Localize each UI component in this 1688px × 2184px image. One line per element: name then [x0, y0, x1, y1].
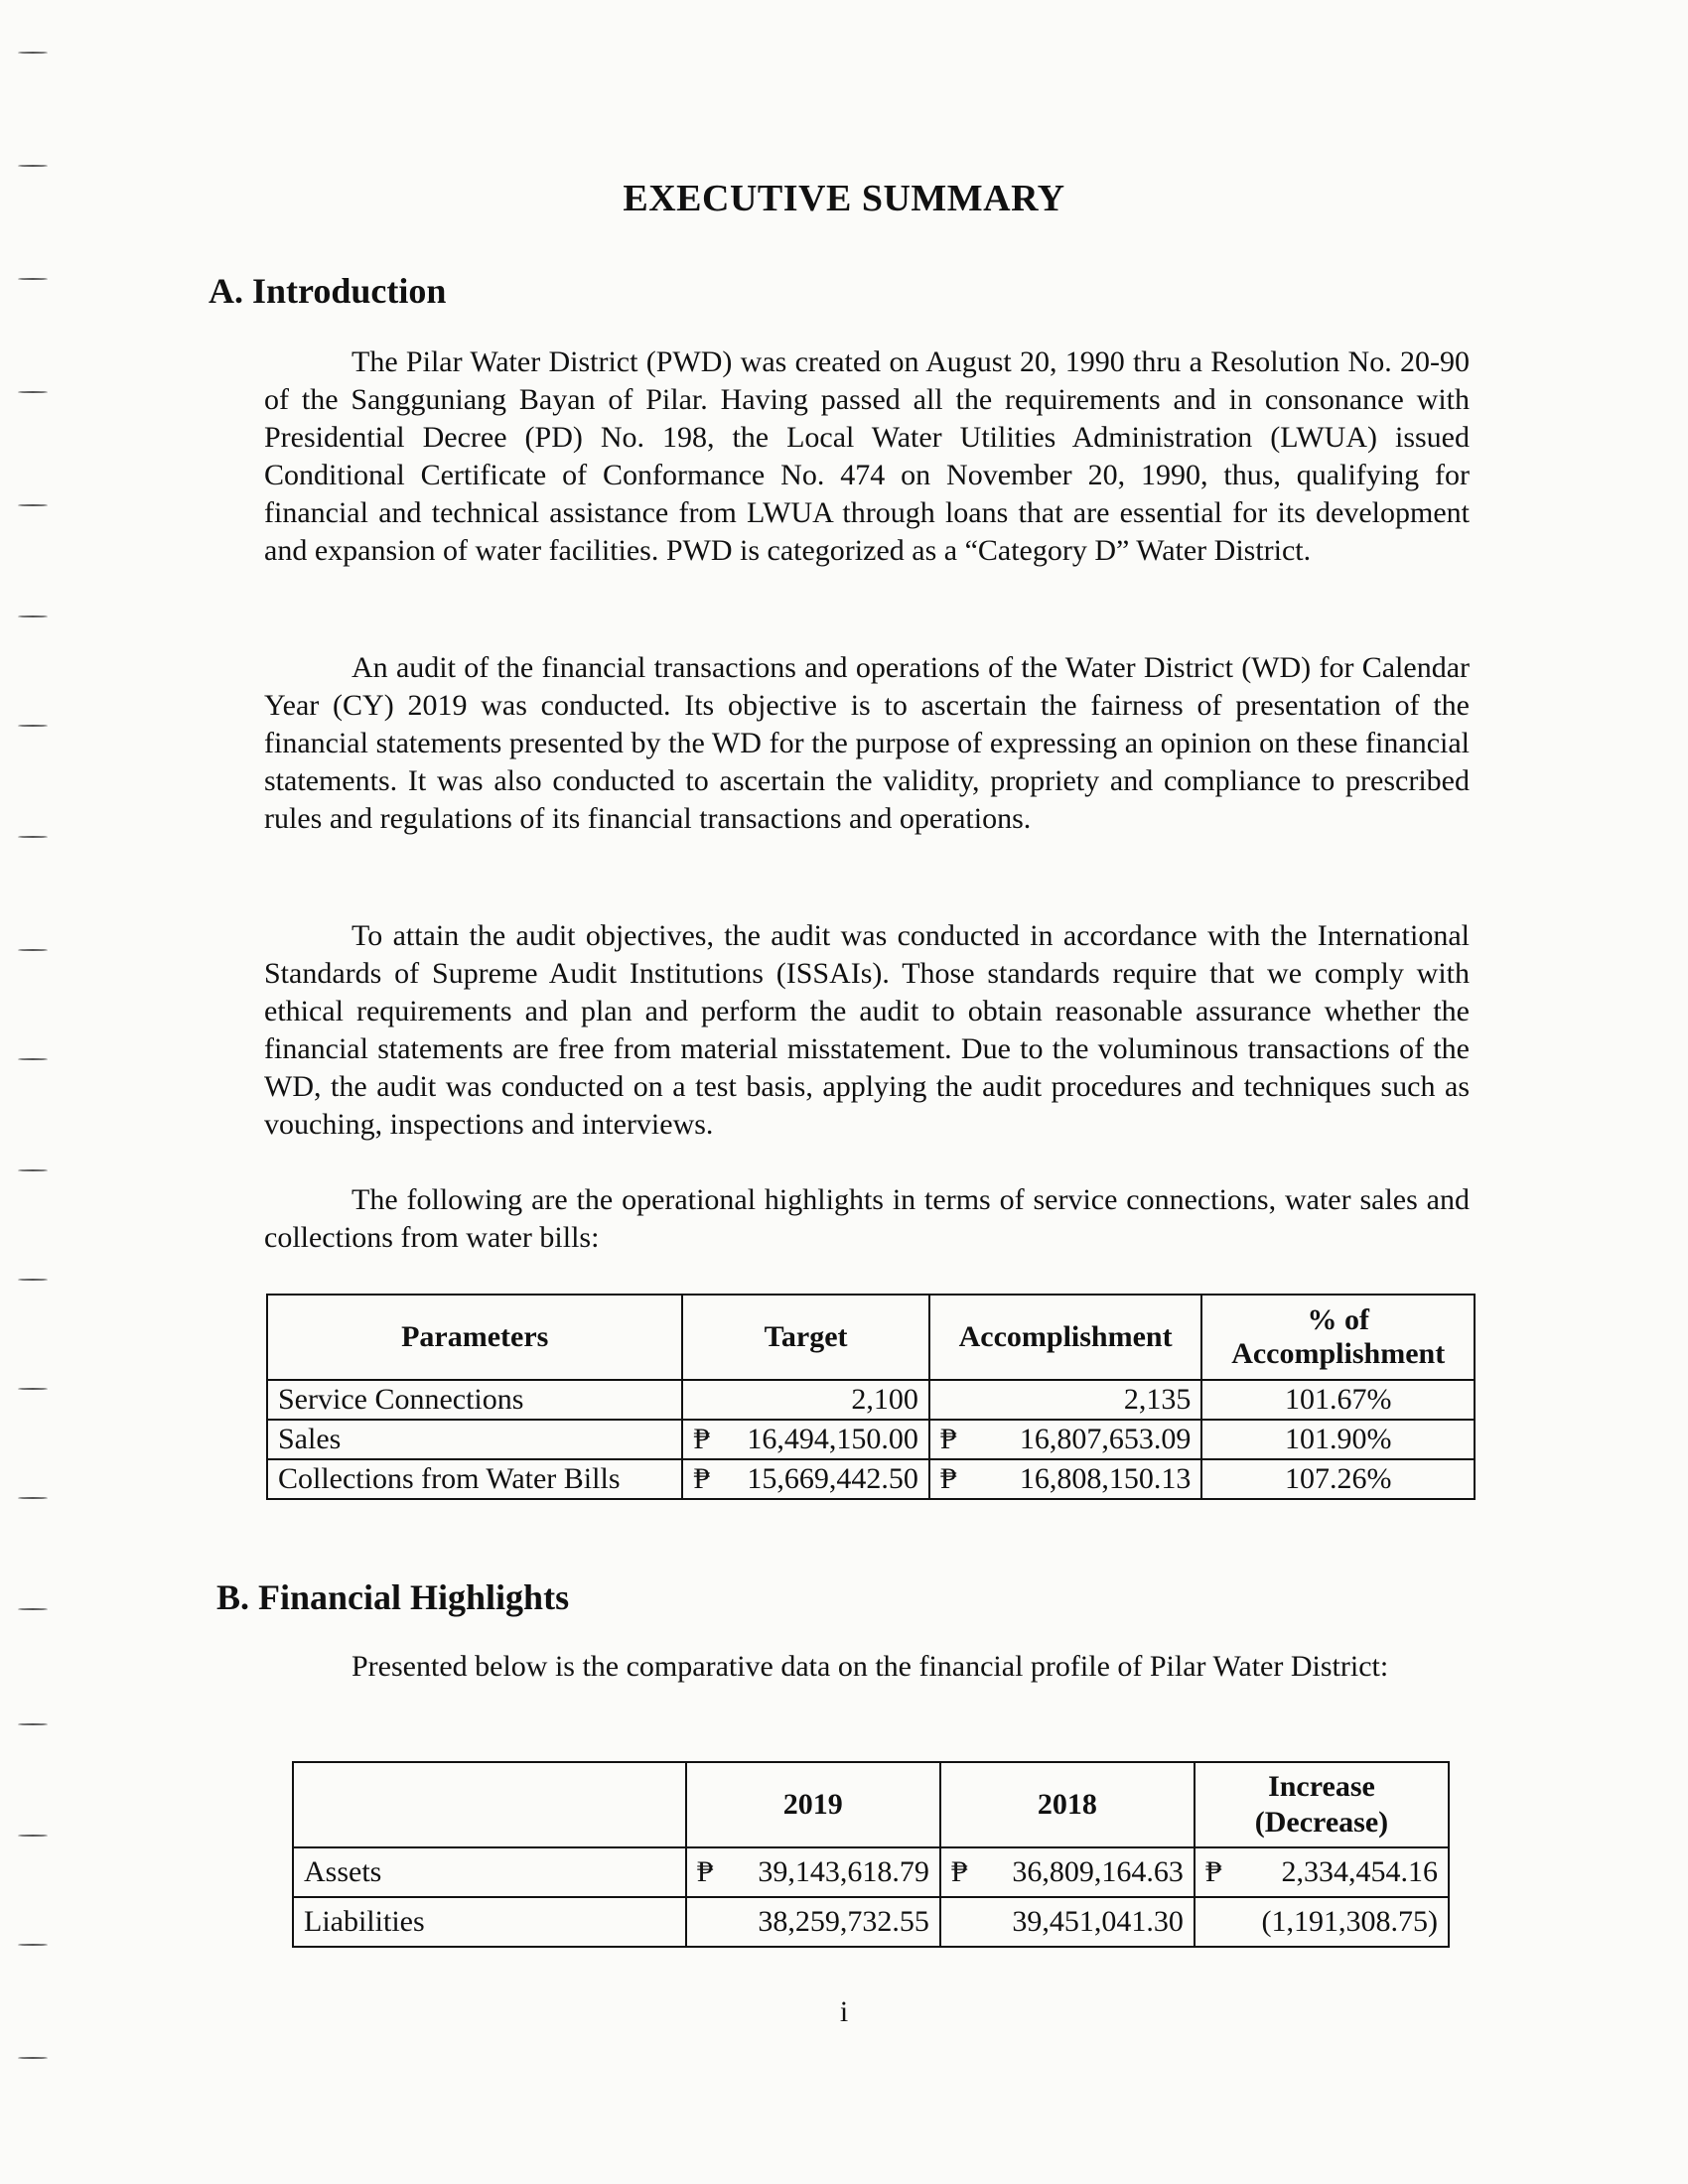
target-value: 15,669,442.50: [747, 1462, 918, 1495]
column-header-percent: % of Accomplishment: [1201, 1295, 1475, 1380]
percent-cell: 107.26%: [1201, 1459, 1475, 1499]
table-header-row: [267, 1295, 1475, 1380]
peso-sign: ₱: [1204, 1855, 1222, 1888]
edge-mark: [18, 278, 48, 280]
value-2019-cell: [686, 1897, 940, 1947]
accomplishment-cell: [929, 1380, 1202, 1420]
target-cell: [682, 1380, 928, 1420]
edge-mark: [18, 504, 48, 506]
intro-paragraph-1: [264, 343, 1470, 570]
intro-paragraph-4: [264, 1181, 1470, 1257]
target-value: 16,494,150.00: [747, 1423, 918, 1455]
change-cell: [1195, 1897, 1449, 1947]
binder-edge-marks: [18, 0, 58, 2184]
edge-mark: [18, 391, 48, 393]
operational-highlights-table: [266, 1294, 1476, 1500]
section-b-heading: B. Financial Highlights: [216, 1577, 570, 1617]
edge-mark: [18, 1388, 48, 1390]
financial-paragraph-text: Presented below is the comparative data on the financial profile of Pilar Water District:: [352, 1650, 1389, 1683]
table-header-row: [293, 1762, 1449, 1847]
edge-mark: [18, 836, 48, 838]
edge-mark: [18, 1169, 48, 1171]
table-row: [267, 1380, 1475, 1420]
edge-mark: [18, 949, 48, 951]
value-2019-cell: [686, 1847, 940, 1897]
peso-sign: ₱: [693, 1423, 711, 1455]
value-2018: 36,809,164.63: [1012, 1855, 1184, 1888]
value-2019: 38,259,732.55: [758, 1905, 929, 1938]
value-2018: 39,451,041.30: [1012, 1905, 1184, 1938]
page-title: EXECUTIVE SUMMARY: [623, 178, 1065, 219]
intro-paragraph-3-text: To attain the audit objectives, the audit was conducted in accordance with the International Standards of Supreme Audit Institutions (ISSAIs). Those standards require that we comply with ethical requirements and plan and perform the audit to obtain reasonable assurance whether the financial statements are free from material misstatement. Due to the voluminous transactions of the WD, the audit was conducted on a test basis, applying the audit procedures and techniques such as vouching, inspections and interviews.: [264, 919, 1470, 1141]
percent-cell: 101.90%: [1201, 1420, 1475, 1459]
percent-cell: 101.67%: [1201, 1380, 1475, 1420]
edge-mark: [18, 52, 48, 54]
value-2018-cell: [940, 1897, 1195, 1947]
parameter-cell: Collections from Water Bills: [267, 1459, 682, 1499]
edge-mark: [18, 1835, 48, 1837]
intro-paragraph-2-text: An audit of the financial transactions and operations of the Water District (WD) for Calendar Year (CY) 2019 was conducted. Its objective is to ascertain the fairness of presentation of the financial statements presented by the WD for the purpose of expressing an opinion on these financial statements. It was also conducted to ascertain the validity, propriety and compliance to prescribed rules and regulations of its financial transactions and operations.: [264, 651, 1470, 835]
peso-sign: ₱: [950, 1855, 968, 1888]
intro-paragraph-2: [264, 649, 1470, 838]
parameter-cell: Sales: [267, 1420, 682, 1459]
parameter-cell: Service Connections: [267, 1380, 682, 1420]
page-number: i: [839, 1995, 849, 2028]
peso-sign: ₱: [696, 1855, 714, 1888]
table-row: [293, 1847, 1449, 1897]
edge-mark: [18, 1279, 48, 1281]
value-2019: 39,143,618.79: [758, 1855, 929, 1888]
change-value: (1,191,308.75): [1261, 1905, 1438, 1938]
column-header-2019: 2019: [686, 1762, 940, 1847]
accomplishment-cell: [929, 1459, 1202, 1499]
peso-sign: ₱: [939, 1423, 957, 1455]
intro-paragraph-4-text: The following are the operational highlights in terms of service connections, water sales and collections from water bills:: [264, 1183, 1470, 1254]
value-2018-cell: [940, 1847, 1195, 1897]
target-cell: [682, 1420, 928, 1459]
edge-mark: [18, 165, 48, 167]
target-cell: [682, 1459, 928, 1499]
column-header-target: Target: [682, 1295, 928, 1380]
table-row: [267, 1420, 1475, 1459]
edge-mark: [18, 725, 48, 727]
intro-paragraph-3: [264, 917, 1470, 1144]
peso-sign: ₱: [693, 1462, 711, 1495]
edge-mark: [18, 1608, 48, 1610]
table-row: [293, 1897, 1449, 1947]
table-row: [267, 1459, 1475, 1499]
accomplishment-cell: [929, 1420, 1202, 1459]
edge-mark: [18, 1723, 48, 1725]
accomplishment-value: 16,808,150.13: [1019, 1462, 1192, 1495]
peso-sign: ₱: [939, 1462, 957, 1495]
column-header-2018: 2018: [940, 1762, 1195, 1847]
edge-mark: [18, 1058, 48, 1060]
intro-paragraph-1-text: The Pilar Water District (PWD) was created on August 20, 1990 thru a Resolution No. 20-90 of the Sangguniang Bayan of Pilar. Having passed all the requirements and in consonance with Presidential Decree (PD) No. 198, the Local Water Utilities Administration (LWUA) issued Conditional Certificate of Conformance No. 474 on November 20, 1990, thus, qualifying for financial and technical assistance from LWUA through loans that are essential for its development and expansion of water facilities. PWD is categorized as a “Category D” Water District.: [264, 345, 1470, 567]
target-value: 2,100: [851, 1383, 918, 1416]
accomplishment-value: 16,807,653.09: [1019, 1423, 1192, 1455]
item-cell: Liabilities: [293, 1897, 686, 1947]
column-header-item: [293, 1762, 686, 1847]
change-value: 2,334,454.16: [1281, 1855, 1438, 1888]
edge-mark: [18, 1497, 48, 1499]
item-cell: Assets: [293, 1847, 686, 1897]
column-header-increase-decrease: Increase (Decrease): [1195, 1762, 1449, 1847]
financial-paragraph: [264, 1648, 1470, 1686]
edge-mark: [18, 1944, 48, 1946]
edge-mark: [18, 2057, 48, 2059]
section-a-heading: A. Introduction: [209, 271, 447, 311]
accomplishment-value: 2,135: [1123, 1383, 1192, 1416]
column-header-parameters: Parameters: [267, 1295, 682, 1380]
edge-mark: [18, 615, 48, 617]
column-header-accomplishment: Accomplishment: [929, 1295, 1202, 1380]
financial-highlights-table: [292, 1761, 1450, 1948]
change-cell: [1195, 1847, 1449, 1897]
